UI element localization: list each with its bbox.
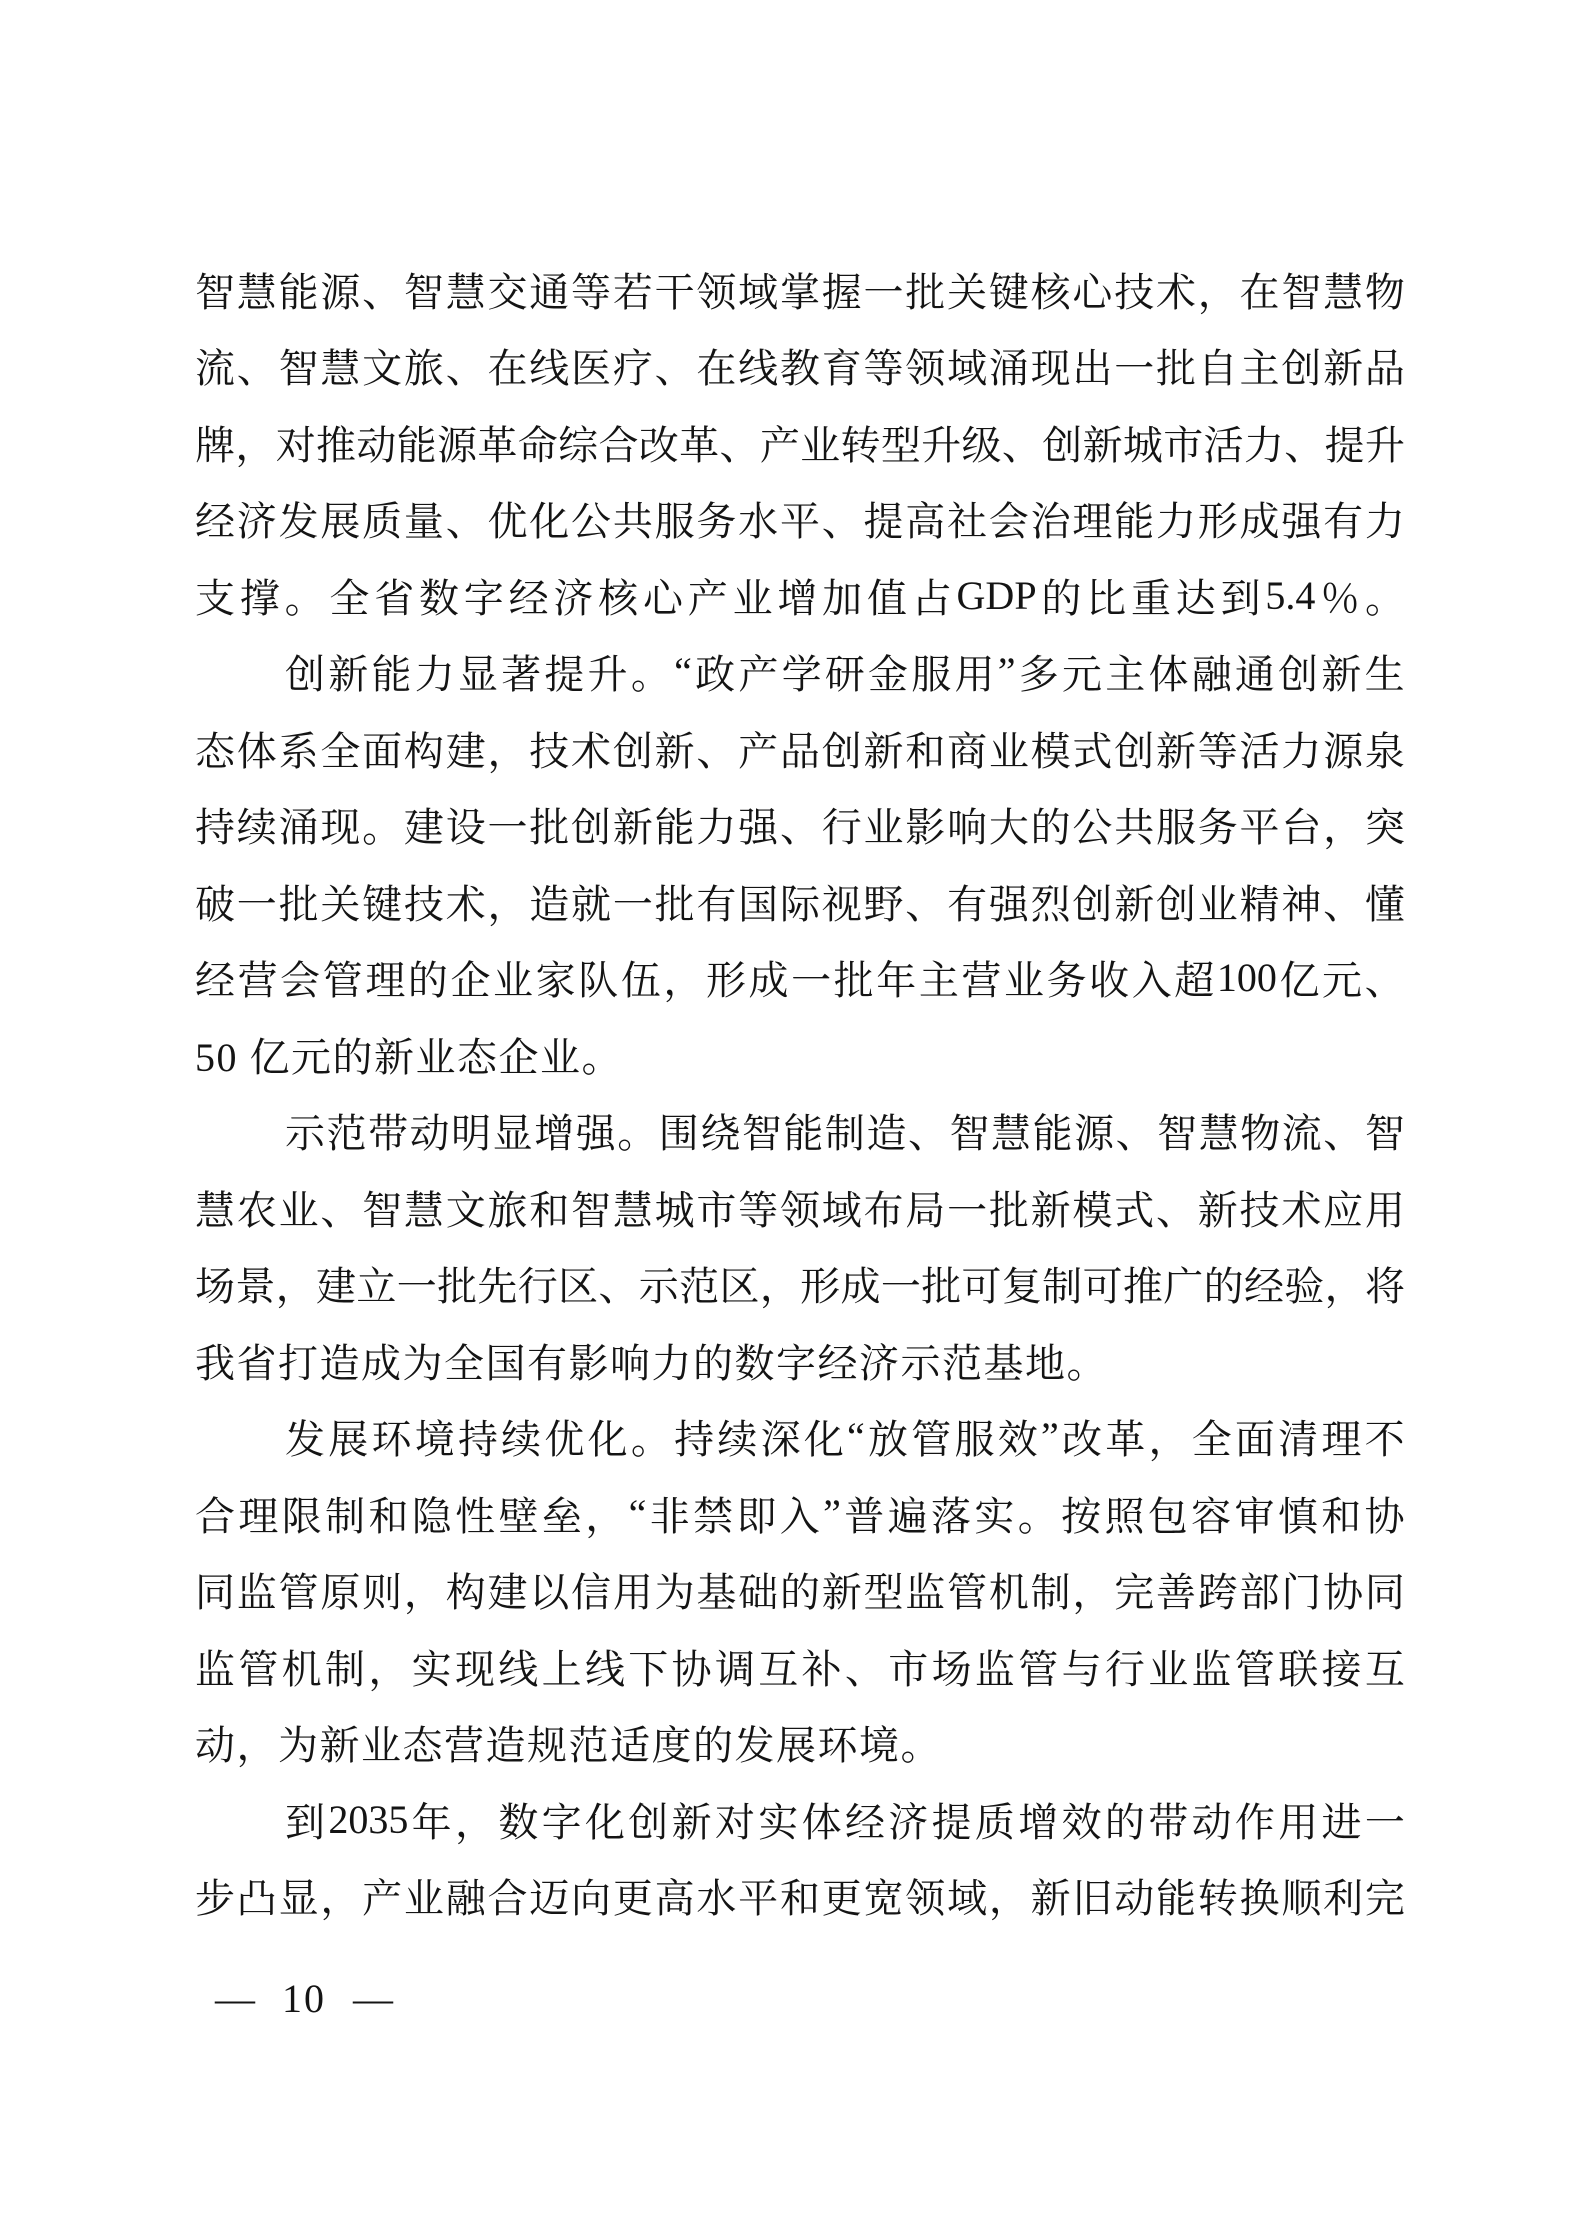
text-line: 创 新 能 力 显 著 提 升 。 “ 政 产 学 研 金 服 用 ” 多 元 主 体 融 通 创 新 生 [285,649,1405,698]
footer-dash-right: — [353,1975,393,2021]
page-number: 10 [282,1975,326,2021]
text-line: 50 亿元的新业态企业。 [195,1034,623,1080]
text-line: 经 济 发 展 质 量 、 优 化 公 共 服 务 水 平 、 提 高 社 会 治 理 能 力 形 成 强 有 力 [195,499,1405,545]
page-footer [215,1968,393,2028]
text-line: 发 展 环 境 持 续 优 化 。 持 续 深 化 “ 放 管 服 效 ” 改 革 ， 全 面 清 理 不 [285,1414,1405,1463]
text-line: 动，为新业态营造规范适度的发展环境。 [195,1723,942,1769]
text-line: 破 一 批 关 键 技 术 ， 造 就 一 批 有 国 际 视 野 、 有 强 烈 创 新 创 业 精 神 、 懂 [195,881,1405,927]
text-line: 经 营 会 管 理 的 企 业 家 队 伍 ， 形 成 一 批 年 主 营 业 务 收 入 超 100 亿 元 、 [195,955,1405,1004]
text-line: 态 体 系 全 面 构 建 ， 技 术 创 新 、 产 品 创 新 和 商 业 模 式 创 新 等 活 力 源 泉 [195,728,1405,774]
text-line: 支 撑 。 全 省 数 字 经 济 核 心 产 业 增 加 值 占 GDP 的 比 重 达 到 5.4 ％ 。 [195,572,1405,621]
text-line: 牌 ， 对 推 动 能 源 革 命 综 合 改 革 、 产 业 转 型 升 级 、 创 新 城 市 活 力 、 提 升 [195,422,1405,468]
footer-dash-left: — [215,1975,255,2021]
text-line: 到 2035 年 ， 数 字 化 创 新 对 实 体 经 济 提 质 增 效 的 带 动 作 用 进 一 [285,1796,1405,1845]
text-block [195,251,1405,1934]
text-line: 步 凸 显 ， 产 业 融 合 迈 向 更 高 水 平 和 更 宽 领 域 ， 新 旧 动 能 转 换 顺 利 完 [195,1876,1405,1922]
text-line: 监 管 机 制 ， 实 现 线 上 线 下 协 调 互 补 、 市 场 监 管 与 行 业 监 管 联 接 互 [195,1646,1405,1692]
text-line: 持 续 涌 现 。 建 设 一 批 创 新 能 力 强 、 行 业 影 响 大 的 公 共 服 务 平 台 ， 突 [195,805,1405,851]
text-line: 我省打造成为全国有影响力的数字经济示范基地。 [195,1340,1108,1386]
text-line: 流 、 智 慧 文 旅 、 在 线 医 疗 、 在 线 教 育 等 领 域 涌 现 出 一 批 自 主 创 新 品 [195,346,1405,392]
text-line: 场 景 ， 建 立 一 批 先 行 区 、 示 范 区 ， 形 成 一 批 可 复 制 可 推 广 的 经 验 ， 将 [195,1264,1405,1310]
text-line: 智 慧 能 源 、 智 慧 交 通 等 若 干 领 域 掌 握 一 批 关 键 核 心 技 术 ， 在 智 慧 物 [195,269,1405,315]
text-line: 慧 农 业 、 智 慧 文 旅 和 智 慧 城 市 等 领 域 布 局 一 批 新 模 式 、 新 技 术 应 用 [195,1187,1405,1233]
text-line: 同 监 管 原 则 ， 构 建 以 信 用 为 基 础 的 新 型 监 管 机 制 ， 完 善 跨 部 门 协 同 [195,1570,1405,1616]
text-line: 合 理 限 制 和 隐 性 壁 垒 ， “ 非 禁 即 入 ” 普 遍 落 实 。 按 照 包 容 审 慎 和 协 [195,1490,1405,1539]
text-line: 示 范 带 动 明 显 增 强 。 围 绕 智 能 制 造 、 智 慧 能 源 、 智 慧 物 流 、 智 [285,1111,1405,1157]
